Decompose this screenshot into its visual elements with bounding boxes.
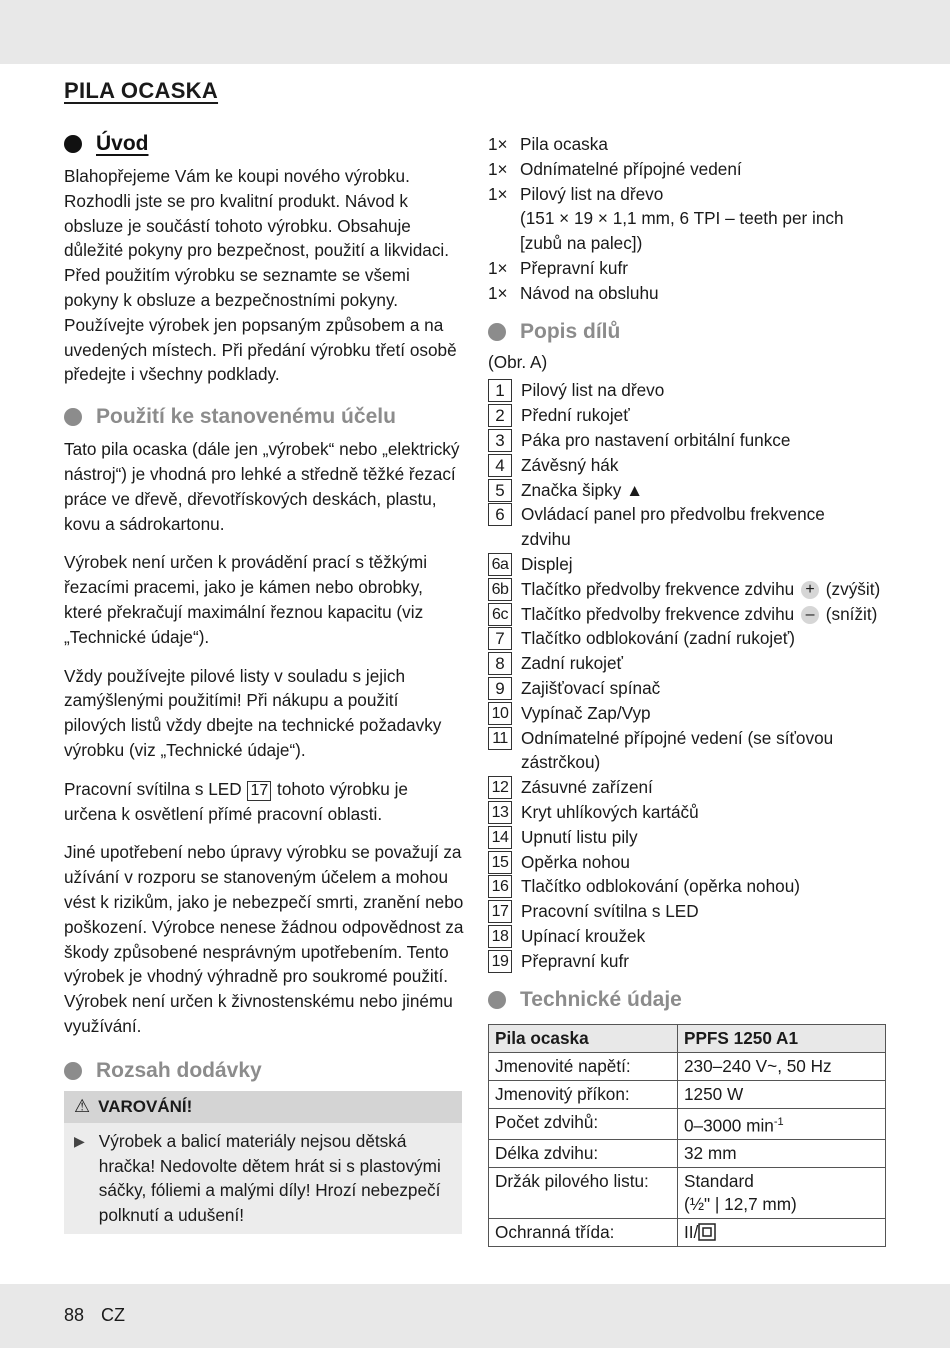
scope-item-text: Pila ocaska — [520, 134, 608, 154]
scope-item-qty: 1× — [488, 183, 508, 204]
scope-item-text: [zubů na palec]) — [520, 233, 643, 254]
table-row — [489, 1140, 886, 1168]
part-label-text: Značka šipky ▲ — [521, 479, 644, 500]
part-label — [521, 626, 795, 651]
tech-heading — [488, 988, 888, 1012]
scope-heading — [64, 1059, 464, 1083]
table-row — [489, 1219, 886, 1247]
part-label — [521, 750, 600, 775]
intended-use-p4-end: tohoto výrobku je určena k osvětlení přímé pracovní oblasti. — [64, 778, 408, 824]
scope-heading-text: Rozsah dodávky — [96, 1058, 262, 1082]
warning-title: VAROVÁNÍ! — [98, 1096, 193, 1116]
part-label-text: Zadní rukojeť — [521, 653, 623, 674]
part-label-text: Vypínač Zap/Vyp — [521, 702, 651, 723]
figure-reference: (Obr. A) — [488, 351, 548, 372]
scope-item — [488, 157, 888, 182]
part-number-box: 10 — [488, 702, 512, 725]
list-item — [488, 949, 888, 974]
part-number-box: 6b — [488, 578, 512, 601]
part-label — [521, 403, 630, 428]
warning-body — [64, 1123, 462, 1234]
arrow-right-icon: ▶ — [74, 1132, 85, 1149]
intended-use-p2: Výrobek není určen k provádění prací s těžkými řezacími pracemi, jako je kámen nebo obrobky, které překračují maximální řeznou kapacitu (viz „Technické údaje“). — [64, 552, 428, 647]
list-item — [488, 924, 888, 949]
part-label-text: Přední rukojeť — [521, 405, 630, 426]
intro-heading-text: Úvod — [96, 132, 149, 155]
bullet-dot-icon — [64, 408, 82, 426]
list-item — [488, 478, 888, 503]
part-label-text: Páka pro nastavení orbitální funkce — [521, 429, 791, 450]
top-band — [0, 0, 950, 64]
part-label-text: Přepravní kufr — [521, 950, 629, 971]
part-label-text: Tlačítko odblokování (zadní rukojeť) — [521, 628, 795, 649]
warning-box — [64, 1091, 462, 1234]
part-label — [521, 502, 825, 527]
part-label — [521, 949, 629, 974]
bullet-dot-icon — [64, 1062, 82, 1080]
list-item — [488, 775, 888, 800]
scope-item-qty: 1× — [488, 257, 508, 278]
part-number-box: 11 — [488, 727, 512, 750]
part-label — [521, 552, 573, 577]
scope-item-qty: 1× — [488, 158, 508, 179]
scope-item — [488, 182, 888, 207]
scope-item-text: Pilový list na dřevo — [520, 183, 664, 204]
part-number-box: 8 — [488, 652, 512, 675]
part-label-text: Zásuvné zařízení — [521, 777, 653, 798]
parts-heading-text: Popis dílů — [520, 319, 621, 343]
list-item — [488, 800, 888, 825]
page-number: 88 — [64, 1305, 85, 1325]
part-number-box: 6 — [488, 503, 512, 526]
part-label-text: zdvihu — [521, 529, 571, 550]
part-label-text: Upnutí listu pily — [521, 826, 638, 847]
tech-label: Jmenovitý příkon: — [489, 1080, 678, 1108]
tech-value-main: II/ — [684, 1222, 699, 1243]
protection-class-icon — [698, 1223, 716, 1241]
part-number-box: 2 — [488, 404, 512, 427]
tech-label: Jmenovité napětí: — [489, 1052, 678, 1080]
intended-use-p3: Vždy používejte pilové listy v souladu s jejich zamýšlenými použitími! Při nákupu a použití pilových listů vždy dbejte na technické požadavky výrobku (viz „Technické údaje“). — [64, 665, 442, 760]
bottom-band — [0, 1284, 950, 1348]
tech-value: 230–240 V~, 50 Hz — [678, 1052, 886, 1080]
part-number-box: 6a — [488, 553, 512, 576]
part-label-text: Pilový list na dřevo — [521, 380, 665, 401]
list-item — [488, 850, 888, 875]
part-number-box: 16 — [488, 875, 512, 898]
part-label — [521, 701, 651, 726]
tech-header-label: Pila ocaska — [489, 1024, 678, 1052]
tech-value-line2: (½" | 12,7 mm) — [684, 1194, 797, 1215]
tech-value: 32 mm — [678, 1140, 886, 1168]
part-label — [521, 775, 653, 800]
list-item — [488, 651, 888, 676]
part-label — [521, 577, 880, 602]
warning-triangle-icon: ⚠ — [74, 1096, 91, 1117]
part-number-box: 6c — [488, 603, 512, 626]
part-label — [521, 899, 699, 924]
tech-value — [678, 1219, 886, 1247]
intended-use-heading-text: Použití ke stanovenému účelu — [96, 405, 396, 429]
plus-icon: + — [801, 581, 819, 599]
scope-item-qty — [488, 206, 520, 231]
parts-list — [488, 378, 888, 973]
tech-value-line1: Standard — [684, 1171, 754, 1192]
intended-use-heading — [64, 405, 464, 429]
part-label-text: Odnímatelné přípojné vedení (se síťovou — [521, 727, 834, 748]
part-label — [521, 453, 618, 478]
part-label-text: Upínací kroužek — [521, 925, 646, 946]
part-label-text: Opěrka nohou — [521, 851, 630, 872]
tech-label: Počet zdvihů: — [489, 1108, 678, 1140]
list-item — [488, 403, 888, 428]
tech-value — [678, 1168, 886, 1219]
part-number-box: 13 — [488, 801, 512, 824]
list-item — [488, 701, 888, 726]
list-item — [488, 874, 888, 899]
part-label-text: Tlačítko předvolby frekvence zdvihu — [521, 578, 795, 599]
intro-text: Blahopřejeme Vám ke koupi nového výrobku. Rozhodli jste se pro kvalitní produkt. Návod k obsluze je součástí tohoto výrobku. Obsahuje důležité pokyny pro bezpečnost, použití a likvidaci. Před použitím výrobku se seznamte se všemi pokyny k obsluze a bezpečnostními pokyny. Používejte výrobek jen popsaným způsobem a na uvedených místech. Při předání výrobku třetí osobě předejte i všechny podklady. — [64, 166, 457, 385]
scope-item — [488, 256, 888, 281]
list-item — [488, 552, 888, 577]
left-column — [64, 132, 464, 1234]
part-number-box: 3 — [488, 429, 512, 452]
scope-item-text: Přepravní kufr — [520, 257, 628, 278]
list-item — [488, 899, 888, 924]
list-item — [488, 626, 888, 651]
intended-use-p4-start: Pracovní svítilna s LED — [64, 778, 242, 799]
part-label-text: Pracovní svítilna s LED — [521, 901, 699, 922]
minus-icon: – — [801, 606, 819, 624]
table-row — [489, 1108, 886, 1140]
tech-value — [678, 1108, 886, 1140]
scope-item — [488, 231, 888, 256]
part-label — [521, 874, 800, 899]
tech-label: Držák pilového listu: — [489, 1168, 678, 1219]
list-item — [488, 602, 888, 627]
tech-heading-text: Technické údaje — [520, 987, 682, 1011]
list-item — [488, 726, 888, 751]
table-row — [489, 1168, 886, 1219]
scope-item — [488, 281, 888, 306]
part-label — [521, 924, 645, 949]
scope-item — [488, 132, 888, 157]
tech-label: Délka zdvihu: — [489, 1140, 678, 1168]
scope-list — [488, 132, 888, 306]
scope-item-text: (151 × 19 × 1,1 mm, 6 TPI – teeth per inch — [520, 208, 844, 229]
part-label — [521, 676, 660, 701]
parts-heading — [488, 320, 888, 344]
part-ref-box: 17 — [247, 781, 271, 801]
warning-text: Výrobek a balicí materiály nejsou dětská hračka! Nedovolte dětem hrát si s plastovými sáčky, fóliemi a malými díly! Hrozí nebezpečí polknutí a udušení! — [98, 1130, 441, 1226]
scope-item — [488, 206, 888, 231]
part-label — [521, 800, 699, 825]
warning-header — [64, 1091, 462, 1123]
part-label — [521, 726, 833, 751]
page-title: PILA OCASKA — [64, 78, 219, 103]
part-label — [521, 378, 664, 403]
part-number-box: 5 — [488, 479, 512, 502]
part-number-box: 7 — [488, 627, 512, 650]
tech-table — [488, 1024, 886, 1248]
tech-table-header — [489, 1024, 886, 1052]
part-number-box: 9 — [488, 677, 512, 700]
tech-header-value: PPFS 1250 A1 — [678, 1024, 886, 1052]
part-number-box: 19 — [488, 950, 512, 973]
part-label-suffix: (snížit) — [825, 603, 878, 624]
list-item — [488, 378, 888, 403]
part-number-box: 4 — [488, 454, 512, 477]
table-row — [489, 1052, 886, 1080]
tech-value-main: 0–3000 min — [684, 1115, 774, 1136]
scope-item-text: Návod na obsluhu — [520, 282, 659, 303]
intended-use-p1: Tato pila ocaska (dále jen „výrobek“ nebo „elektrický nástroj“) je vhodná pro lehké a středně těžké řezací práce ve dřevě, dřevotřískových deskách, plastu, kovu a sádrokartonu. — [64, 439, 460, 534]
tech-value-sup: -1 — [773, 1115, 784, 1128]
right-column — [488, 132, 888, 1247]
list-item — [488, 502, 888, 527]
part-label-text: Displej — [521, 553, 573, 574]
bullet-dot-icon — [64, 135, 82, 153]
part-label — [521, 602, 877, 627]
list-item — [488, 750, 888, 775]
bullet-dot-icon — [488, 323, 506, 341]
bullet-dot-icon — [488, 991, 506, 1009]
part-number-box: 18 — [488, 925, 512, 948]
intended-use-p4 — [64, 777, 464, 827]
scope-item-text: Odnímatelné přípojné vedení — [520, 158, 742, 179]
part-label — [521, 850, 630, 875]
part-label-text: Zajišťovací spínač — [521, 677, 661, 698]
intended-use-p5: Jiné upotřebení nebo úpravy výrobku se považují za užívání v rozporu se stanoveným účelem a mohou vést k rizikům, jako je nebezpečí smrti, zranění nebo poškození. Výrobce nenese žádnou odpovědnost za škody způsobené nesprávným upotřebením. Tento výrobek je vhodný výhradně pro soukromé použití. Výrobek není určen k živnostenskému nebo jinému využívání. — [64, 842, 464, 1036]
part-label — [521, 428, 790, 453]
list-item — [488, 453, 888, 478]
part-label-text: Tlačítko předvolby frekvence zdvihu — [521, 603, 795, 624]
scope-item-qty — [488, 231, 520, 256]
list-item — [488, 428, 888, 453]
part-label-suffix: (zvýšit) — [825, 578, 881, 599]
part-label-text: zástrčkou) — [521, 752, 601, 773]
tech-label: Ochranná třída: — [489, 1219, 678, 1247]
list-item — [488, 527, 888, 552]
part-number-box: 14 — [488, 826, 512, 849]
part-number-box: 15 — [488, 851, 512, 874]
scope-item-qty: 1× — [488, 134, 508, 154]
part-label-text: Kryt uhlíkových kartáčů — [521, 801, 699, 822]
list-item — [488, 825, 888, 850]
part-label — [521, 825, 638, 850]
part-label — [521, 527, 571, 552]
part-number-box: 12 — [488, 776, 512, 799]
footer — [64, 1305, 137, 1326]
tech-value: 1250 W — [678, 1080, 886, 1108]
part-label — [521, 651, 623, 676]
table-row — [489, 1080, 886, 1108]
part-number-box: 17 — [488, 900, 512, 923]
part-label-text: Závěsný hák — [521, 454, 619, 475]
language-code: CZ — [101, 1305, 126, 1325]
list-item — [488, 577, 888, 602]
part-label-text: Tlačítko odblokování (opěrka nohou) — [521, 876, 800, 897]
part-number-box: 1 — [488, 379, 512, 402]
list-item — [488, 676, 888, 701]
scope-item-qty: 1× — [488, 282, 508, 303]
part-label-text: Ovládací panel pro předvolbu frekvence — [521, 504, 825, 525]
part-label — [521, 478, 643, 503]
intro-heading — [64, 132, 464, 156]
